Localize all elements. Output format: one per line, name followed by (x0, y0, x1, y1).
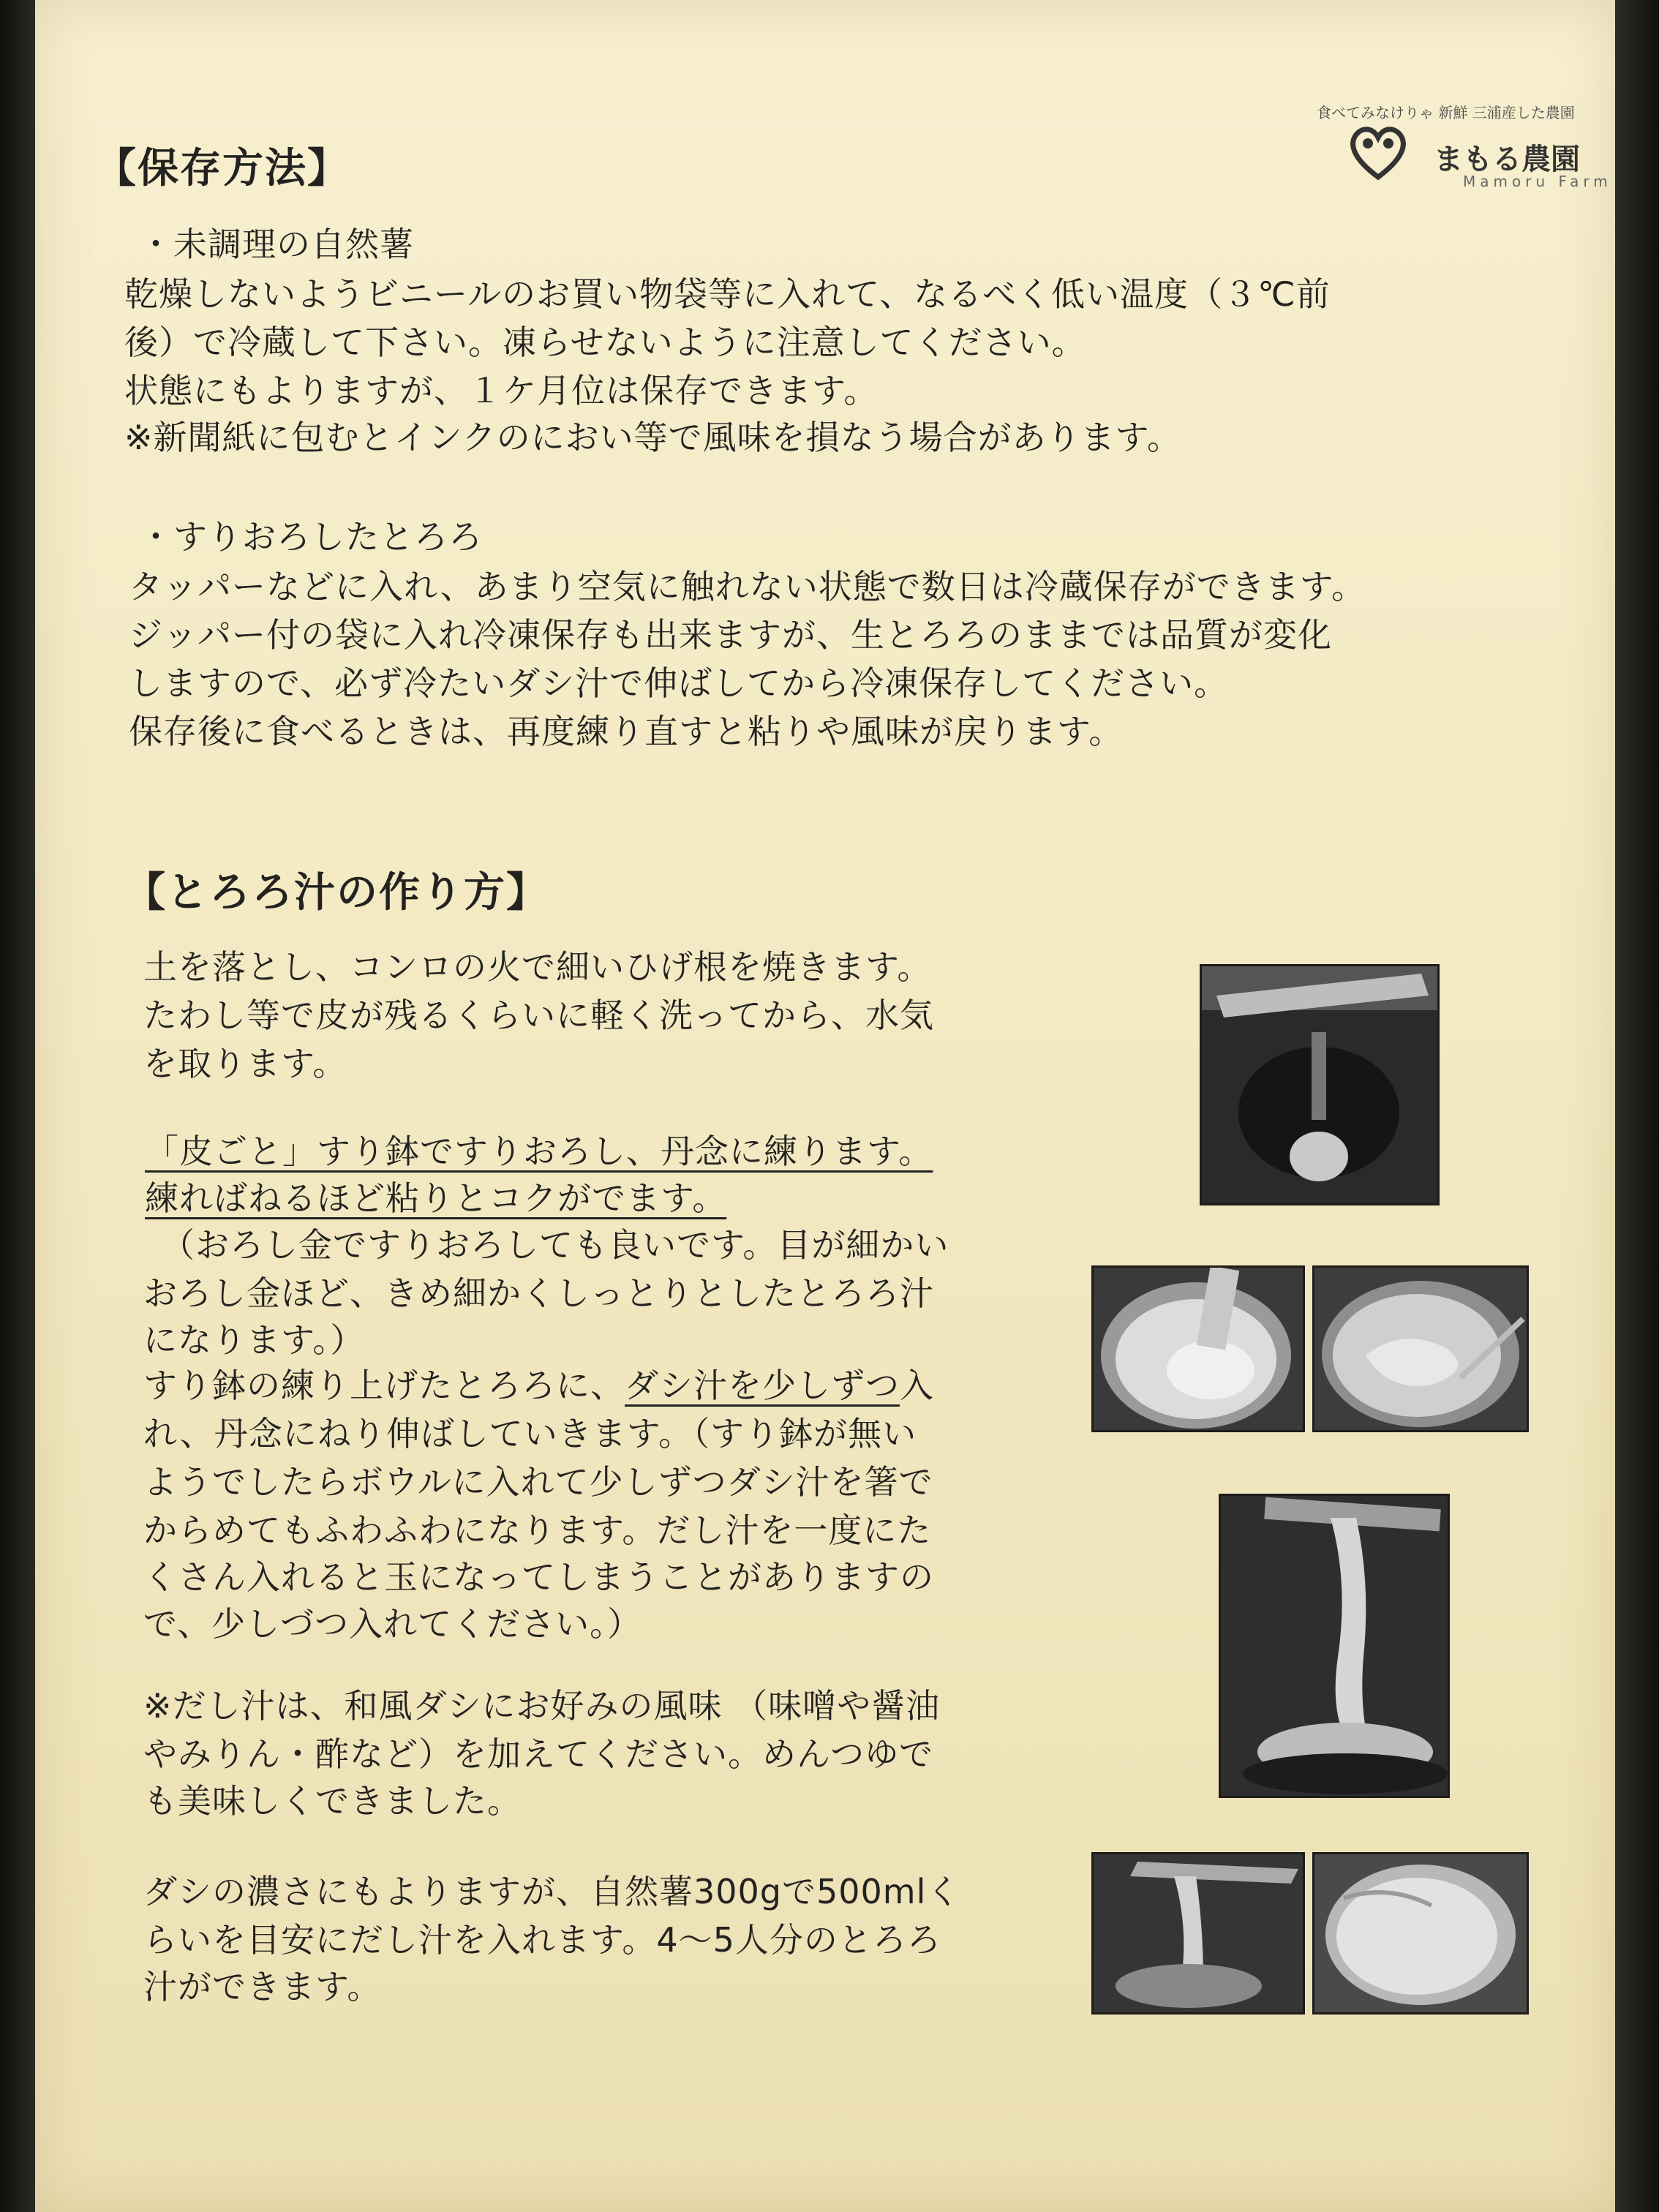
recipe-step1-line: 土を落とし、コンロの火で細いひげ根を焼きます。 (143, 947, 932, 987)
finished-tororo-photo (1312, 1852, 1529, 2014)
recipe-heading: 【とろろ汁の作り方】 (124, 869, 549, 917)
kneaded-tororo-photo (1312, 1265, 1529, 1432)
background-left-edge (0, 0, 35, 2212)
recipe-ratio-line: らいを目安にだし汁を入れます。4～5人分のとろろ (143, 1920, 941, 1960)
recipe-step2-note: おろし金ほど、きめ細かくしっとりとしたとろろ汁 (143, 1274, 934, 1313)
farm-logo (1317, 101, 1612, 196)
logo-tagline: 食べてみなけりゃ 新鮮 三浦産した農園 (1317, 104, 1575, 121)
recipe-step3-first-line (143, 1362, 934, 1409)
logo-romaji: Mamoru Farm (1463, 173, 1612, 190)
storage-grated-line: しますので、必ず冷たいダシ汁で伸ばしてから冷凍保存してください。 (129, 663, 1229, 703)
recipe-step1-line: たわし等で皮が残るくらいに軽く洗ってから、水気 (143, 996, 934, 1035)
recipe-step1-line: を取ります。 (143, 1044, 347, 1083)
recipe-note-line: ※だし汁は、和風ダシにお好みの風味 （味噌や醤油 (143, 1686, 941, 1726)
recipe-step3-line: れ、丹念にねり伸ばしていきます。（すり鉢が無い (143, 1414, 917, 1453)
recipe-step3-line: くさん入れると玉になってしまうことがありますの (143, 1557, 934, 1597)
recipe-step2-underlined: 「皮ごと」すり鉢ですりおろし、丹念に練ります。 (145, 1132, 933, 1171)
recipe-step3-line: からめてもふわふわになります。だし汁を一度にた (143, 1511, 932, 1550)
recipe-step2-note: になります。） (143, 1320, 365, 1360)
recipe-step3-underlined: ダシ汁を少しずつ (625, 1366, 900, 1405)
storage-raw-line: 後）で冷蔵して下さい。凍らせないように注意してください。 (124, 323, 1086, 362)
recipe-step3-prefix: すり鉢の練り上げたとろろに、 (143, 1366, 625, 1405)
storage-raw-line: ※新聞紙に包むとインクのにおい等で風味を損なう場合があります。 (124, 418, 1181, 457)
storage-raw-line: 状態にもよりますが、１ケ月位は保存できます。 (124, 371, 879, 410)
recipe-step3-suffix: 入 (900, 1366, 934, 1405)
grating-in-suribachi-photo (1091, 1265, 1305, 1432)
recipe-step3-line: で、少しづつ入れてください。） (143, 1604, 642, 1644)
recipe-step3-line: ようでしたらボウルに入れて少しずつダシ汁を箸で (143, 1462, 933, 1502)
recipe-step2-note: （おろし金ですりおろしても良いです。目が細かい (161, 1225, 949, 1265)
storage-grated-title: ・すりおろしたとろろ (139, 517, 483, 557)
stretchy-tororo-photo (1219, 1494, 1450, 1798)
yam-over-flame-photo (1200, 964, 1440, 1205)
storage-raw-line: 乾燥しないようビニールのお買い物袋等に入れて、なるべく低い温度（３℃前 (124, 274, 1331, 314)
adding-dashi-photo (1091, 1852, 1305, 2014)
logo-farm-name: まもる農園 (1434, 143, 1580, 176)
recipe-note-line: やみりん・酢など）を加えてください。めんつゆで (143, 1734, 934, 1774)
recipe-step2-underlined: 練ればねるほど粘りとコクがでます。 (145, 1178, 727, 1218)
recipe-note-line: も美味しくできました。 (143, 1781, 522, 1821)
storage-grated-line: ジッパー付の袋に入れ冷凍保存も出来ますが、生とろろのままでは品質が変化 (129, 615, 1332, 655)
recipe-ratio-line: ダシの濃さにもよりますが、自然薯300gで500mlく (143, 1872, 961, 1911)
heart-people-icon (1346, 118, 1410, 183)
background-right-edge (1615, 0, 1659, 2212)
storage-raw-title: ・未調理の自然薯 (139, 225, 414, 264)
storage-grated-line: 保存後に食べるときは、再度練り直すと粘りや風味が戻ります。 (129, 712, 1124, 751)
storage-grated-line: タッパーなどに入れ、あまり空気に触れない状態で数日は冷蔵保存ができます。 (129, 567, 1366, 606)
recipe-ratio-line: 汁ができます。 (143, 1967, 382, 2006)
recipe-sheet (35, 0, 1615, 2212)
storage-heading: 【保存方法】 (95, 145, 350, 192)
